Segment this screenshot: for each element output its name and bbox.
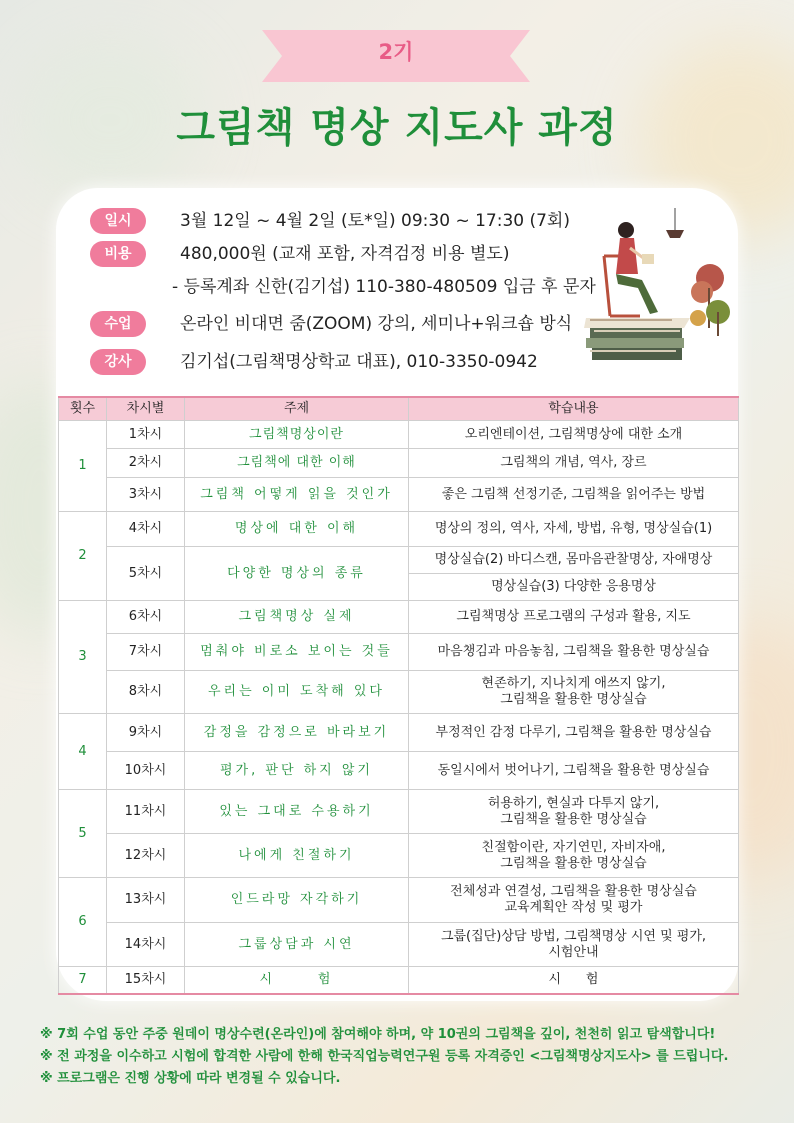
content-line: 친절함이란, 자기연민, 자비자애,	[481, 839, 666, 855]
topic-cell: 시 험	[185, 967, 409, 994]
round-cell: 6	[59, 878, 107, 967]
round-cell: 1	[59, 421, 107, 512]
table-row	[59, 878, 739, 923]
topic-cell: 평가, 판단 하지 않기	[185, 752, 409, 790]
session-cell: 8차시	[107, 671, 185, 714]
topic-cell: 다양한 명상의 종류	[185, 547, 409, 601]
content-line: 그림책을 활용한 명상실습	[500, 692, 647, 707]
table-row	[59, 714, 739, 752]
content-line: 전체성과 연결성, 그림책을 활용한 명상실습	[450, 884, 697, 899]
cohort-label: 2기	[378, 40, 414, 64]
topic-cell: 있는 그대로 수용하기	[185, 790, 409, 834]
round-cell: 5	[59, 790, 107, 878]
table-row	[59, 601, 739, 634]
content-line: 허용하기, 현실과 다투지 않기,	[487, 795, 660, 811]
class-tag: 수업	[90, 311, 146, 337]
topic-cell: 명상에 대한 이해	[185, 512, 409, 547]
session-cell: 13차시	[107, 878, 185, 923]
content-line: 시험안내	[548, 944, 599, 960]
info-cost	[90, 241, 509, 267]
session-cell: 11차시	[107, 790, 185, 834]
instructor-tag: 강사	[90, 349, 146, 375]
round-cell: 2	[59, 512, 107, 601]
content-cell	[409, 671, 739, 714]
topic-cell: 멈춰야 비로소 보이는 것들	[185, 634, 409, 671]
topic-cell: 우리는 이미 도착해 있다	[185, 671, 409, 714]
footer-notes	[40, 1024, 770, 1090]
content-cell	[409, 878, 739, 923]
table-row	[59, 752, 739, 790]
table-row	[59, 834, 739, 878]
content-cell: 명상의 정의, 역사, 자세, 방법, 유형, 명상실습(1)	[409, 512, 739, 547]
session-cell: 10차시	[107, 752, 185, 790]
content-cell: 그림책의 개념, 역사, 장르	[409, 449, 739, 478]
info-class	[90, 311, 572, 337]
cost-account: - 등록계좌 신한(김기섭) 110-380-480509 입금 후 문자	[172, 277, 596, 297]
round-cell: 4	[59, 714, 107, 790]
table-row	[59, 923, 739, 967]
note-item: ※ 전 과정을 이수하고 시험에 합격한 사람에 한해 한국직업능력연구원 등록 자격증인 <그림책명상지도사> 를 드립니다.	[40, 1049, 729, 1064]
session-cell: 4차시	[107, 512, 185, 547]
header-topic: 주제	[185, 397, 409, 421]
content-line: 현존하기, 지나치게 애쓰지 않기,	[481, 676, 666, 691]
header-round: 횟수	[59, 397, 107, 421]
session-cell: 2차시	[107, 449, 185, 478]
content-cell: 명상실습(3) 다양한 응용명상	[409, 574, 739, 601]
topic-cell: 그림책 어떻게 읽을 것인가	[185, 478, 409, 512]
content-line: 교육계획안 작성 및 평가	[504, 900, 643, 915]
content-line: 그림책을 활용한 명상실습	[500, 811, 647, 827]
content-cell: 오리엔테이션, 그림책명상에 대한 소개	[409, 421, 739, 449]
page-title: 그림책 명상 지도사 과정	[176, 105, 618, 151]
table-row	[59, 547, 739, 574]
content-cell	[409, 834, 739, 878]
session-cell: 6차시	[107, 601, 185, 634]
table-row	[59, 478, 739, 512]
table-row	[59, 967, 739, 994]
round-cell: 7	[59, 967, 107, 994]
content-cell: 시 험	[409, 967, 739, 994]
reading-woman-illustration	[580, 208, 730, 368]
cost-text: 480,000원 (교재 포함, 자격검정 비용 별도)	[180, 244, 510, 264]
topic-cell: 인드라망 자각하기	[185, 878, 409, 923]
table-row	[59, 512, 739, 547]
content-cell: 좋은 그림책 선정기준, 그림책을 읽어주는 방법	[409, 478, 739, 512]
content-line: 그림책을 활용한 명상실습	[500, 855, 647, 871]
instructor-text: 김기섭(그림책명상학교 대표), 010-3350-0942	[180, 352, 538, 372]
session-cell: 12차시	[107, 834, 185, 878]
content-cell: 부정적인 감정 다루기, 그림책을 활용한 명상실습	[409, 714, 739, 752]
table-row	[59, 790, 739, 834]
header-session: 차시별	[107, 397, 185, 421]
table-row	[59, 449, 739, 478]
session-cell: 1차시	[107, 421, 185, 449]
topic-cell: 감정을 감정으로 바라보기	[185, 714, 409, 752]
session-cell: 7차시	[107, 634, 185, 671]
topic-cell: 그룹상담과 시연	[185, 923, 409, 967]
session-cell: 15차시	[107, 967, 185, 994]
content-cell	[409, 790, 739, 834]
table-row	[59, 671, 739, 714]
content-cell	[409, 923, 739, 967]
content-line: 그룹(집단)상담 방법, 그림책명상 시연 및 평가,	[440, 928, 707, 944]
session-cell: 14차시	[107, 923, 185, 967]
info-schedule	[90, 208, 570, 234]
table-row	[59, 634, 739, 671]
cost-tag: 비용	[90, 241, 146, 267]
session-cell: 9차시	[107, 714, 185, 752]
class-text: 온라인 비대면 줌(ZOOM) 강의, 세미나+워크숍 방식	[180, 314, 573, 334]
schedule-text: 3월 12일 ~ 4월 2일 (토*일) 09:30 ~ 17:30 (7회)	[180, 211, 570, 231]
schedule-table	[58, 396, 739, 995]
header-content: 학습내용	[409, 397, 739, 421]
note-item: ※ 프로그램은 진행 상황에 따라 변경될 수 있습니다.	[40, 1071, 341, 1086]
note-item: ※ 7회 수업 동안 주중 원데이 명상수련(온라인)에 참여해야 하며, 약 10권의 그림책을 깊이, 천천히 읽고 탐색합니다!	[40, 1027, 716, 1042]
topic-cell: 그림책명상이란	[185, 421, 409, 449]
content-cell: 그림책명상 프로그램의 구성과 활용, 지도	[409, 601, 739, 634]
table-header-row	[59, 397, 739, 421]
content-cell: 마음챙김과 마음놓침, 그림책을 활용한 명상실습	[409, 634, 739, 671]
content-cell: 명상실습(2) 바디스캔, 몸마음관찰명상, 자애명상	[409, 547, 739, 574]
table-row	[59, 421, 739, 449]
topic-cell: 그림책명상 실제	[185, 601, 409, 634]
session-cell: 3차시	[107, 478, 185, 512]
topic-cell: 그림책에 대한 이해	[185, 449, 409, 478]
session-cell: 5차시	[107, 547, 185, 601]
schedule-tag: 일시	[90, 208, 146, 234]
info-instructor	[90, 349, 538, 375]
topic-cell: 나에게 친절하기	[185, 834, 409, 878]
content-cell: 동일시에서 벗어나기, 그림책을 활용한 명상실습	[409, 752, 739, 790]
round-cell: 3	[59, 601, 107, 714]
